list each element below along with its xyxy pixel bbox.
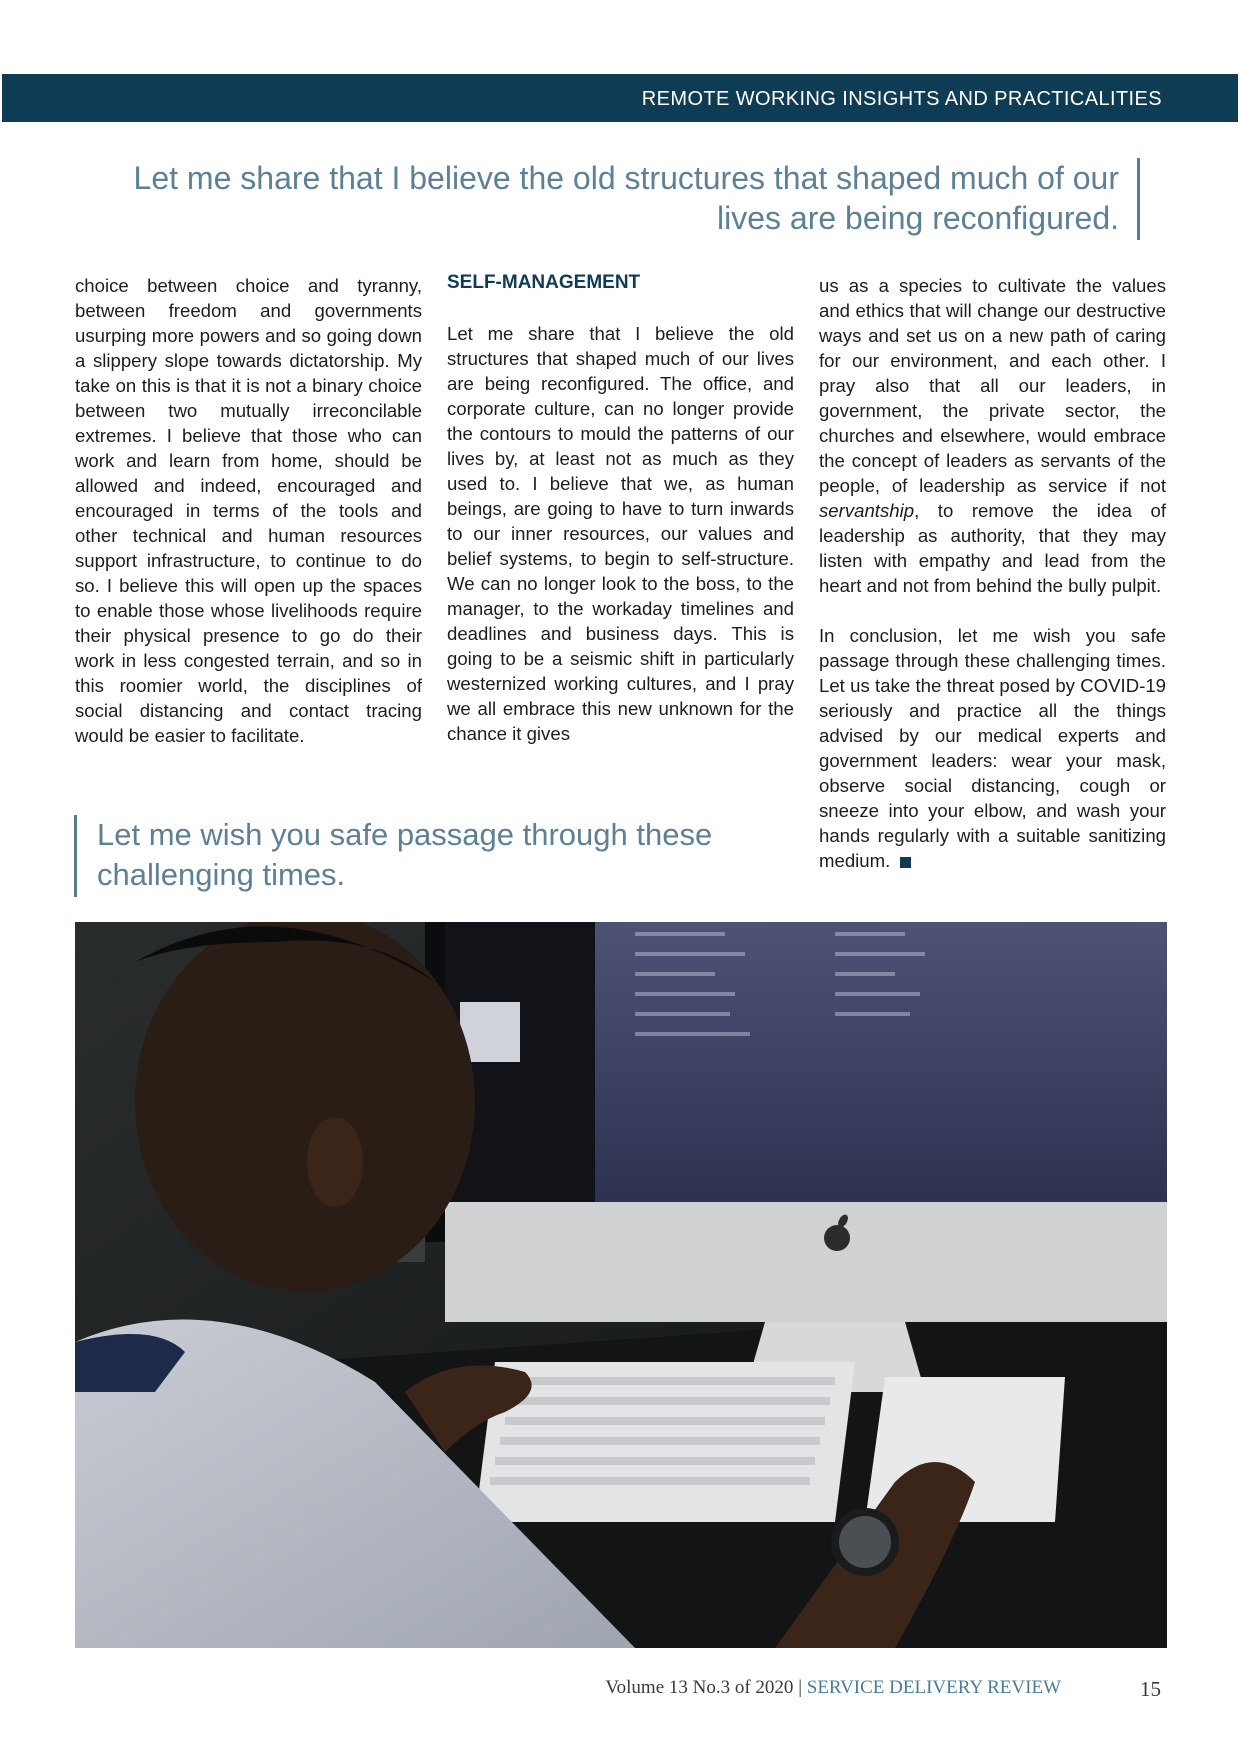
photo-illustration	[75, 922, 1167, 1648]
page-footer	[0, 1677, 1241, 1707]
pull-quote-bottom: Let me wish you safe passage through these challenging times.	[74, 815, 794, 897]
column3-text-a: us as a species to cultivate the values and ethics that will change our destructive ways and set us on a new path of caring for our environment, and each other. I pray also that all our leaders, in government, the private sector, the churches and elsewhere, would embrace the concept of leaders as servants of the people, of leadership as service if not	[819, 275, 1166, 496]
end-of-article-mark	[900, 857, 911, 868]
column3-paragraph-1	[819, 273, 1166, 598]
column2-paragraph: Let me share that I believe the old structures that shaped much of our lives are being reconfigured. The office, and corporate culture, can no longer provide the contours to mould the patterns of our lives by, at least not as much as they used to. I believe that we, as human beings, are going to have to turn inwards to our inner resources, our values and belief systems, to begin to self-structure. We can no longer look to the boss, to the manager, to the workaday timelines and deadlines and business days. This is going to be a seismic shift in particularly westernized working cultures, and I pray we all embrace this new unknown for the chance it gives	[447, 323, 794, 744]
footer-volume: Volume 13 No.3 of 2020	[605, 1677, 794, 1698]
article-photo	[75, 922, 1167, 1648]
column3-text-b: , to remove the idea of leadership as authority, that they may listen with empathy and lead from the heart and not from behind the bully pulpit.	[819, 500, 1166, 596]
column3-italic-word: servantship	[819, 500, 915, 521]
section-header-title: REMOTE WORKING INSIGHTS AND PRACTICALITIES	[641, 88, 1162, 110]
column3-conclusion-text: In conclusion, let me wish you safe passage through these challenging times. Let us take the threat posed by COVID-19 seriously and practice all the things advised by our medical experts and government leaders: wear your mask, observe social distancing, cough or sneeze into your elbow, and wash your hands regularly with a suitable sanitizing medium.	[819, 625, 1166, 871]
column1-paragraph: choice between choice and tyranny, between freedom and governments usurping more powers and so going down a slippery slope towards dictatorship. My take on this is that it is not a binary choice between two mutually irreconcilable extremes. I believe that those who can work and learn from home, should be allowed and indeed, encouraged and encouraged in terms of the tools and other technical and human resources support infrastructure, to continue to do so. I believe this will open up the spaces to enable those whose livelihoods require their physical presence to go do their work in less congested terrain, and so in this roomier world, the disciplines of social distancing and contact tracing would be easier to facilitate.	[75, 275, 422, 746]
article-column-2	[447, 270, 794, 746]
section-heading-self-management: SELF-MANAGEMENT	[447, 272, 641, 293]
column3-paragraph-2	[819, 623, 1166, 873]
article-column-1	[75, 273, 422, 748]
footer-publication: SERVICE DELIVERY REVIEW	[806, 1677, 1061, 1698]
article-column-3	[819, 273, 1166, 873]
pull-quote-top: Let me share that I believe the old structures that shaped much of our lives are being reconfigured.	[100, 158, 1140, 240]
page-number: 15	[1140, 1677, 1161, 1701]
section-header-bar	[2, 74, 1238, 122]
footer-citation	[605, 1677, 1061, 1699]
footer-separator: |	[798, 1677, 802, 1698]
